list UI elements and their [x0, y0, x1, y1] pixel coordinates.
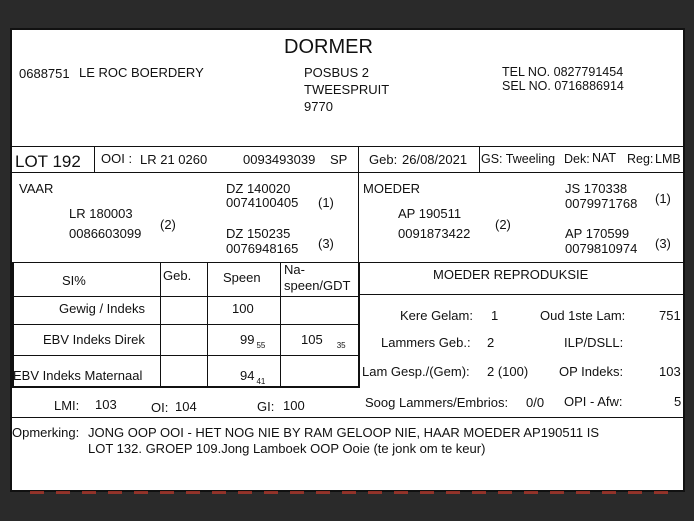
- divider: [280, 262, 281, 387]
- dek-label: Dek:: [564, 152, 590, 166]
- birth-label: Geb:: [369, 152, 398, 167]
- divider: [358, 172, 359, 262]
- remarks-label: Opmerking:: [12, 425, 80, 440]
- op-value: 103: [659, 364, 681, 379]
- naspeen-header-2: speen/GDT: [284, 278, 351, 293]
- sire-number: 0086603099: [69, 226, 142, 241]
- sire-marker: (2): [160, 217, 176, 232]
- divider: [358, 294, 683, 295]
- sire-dam-marker: (3): [318, 236, 334, 251]
- address-line-1: POSBUS 2: [304, 65, 370, 80]
- row-direk-naspeen: 105 $_{35}$: [301, 332, 346, 350]
- moeder-label: MOEDER: [363, 181, 421, 196]
- oud-value: 751: [659, 308, 681, 323]
- op-label: OP Indeks:: [559, 364, 624, 379]
- oi-label: OI:: [151, 400, 169, 415]
- opi-label: OPI - Afw:: [564, 394, 623, 409]
- auction-lot-card: [10, 28, 685, 492]
- sel-number: SEL NO. 0716886914: [502, 79, 624, 93]
- divider: [12, 324, 360, 325]
- divider: [12, 296, 360, 297]
- tel-number: TEL NO. 0827791454: [502, 65, 624, 79]
- reg-value: LMB: [655, 152, 681, 166]
- row-gewig-label: Gewig / Indeks: [59, 301, 145, 316]
- naspeen-header-1: Na-: [284, 262, 305, 277]
- row-gewig-speen: 100: [232, 301, 254, 316]
- dam-number: 0091873422: [398, 226, 471, 241]
- ooi-label: OOI :: [101, 151, 133, 166]
- sire-dam-code: DZ 150235: [226, 226, 291, 241]
- gi-label: GI:: [257, 399, 275, 414]
- lot-number: LOT 192: [15, 152, 81, 171]
- dam-dam-number: 0079810974: [565, 241, 638, 256]
- cut-off-text-strip: [30, 491, 670, 494]
- soog-value: 0/0: [526, 395, 545, 410]
- si-header: SI%: [62, 273, 86, 288]
- dam-dam-code: AP 170599: [565, 226, 630, 241]
- divider: [160, 262, 161, 387]
- row-direk-speen: 99 $_{55}$: [240, 332, 266, 350]
- birth-date: 26/08/2021: [402, 152, 468, 167]
- dam-sire-code: JS 170338: [565, 181, 628, 196]
- dam-marker: (2): [495, 217, 511, 232]
- repro-title: MOEDER REPRODUKSIE: [433, 267, 589, 282]
- divider: [12, 355, 360, 356]
- divider: [358, 146, 359, 172]
- divider: [12, 386, 360, 388]
- remarks-line-2: LOT 132. GROEP 109.Jong Lamboek OOP Ooie (te jonk om te keur): [88, 441, 486, 456]
- ooi-sp: SP: [330, 152, 348, 167]
- lmi-label: LMI:: [54, 398, 80, 413]
- dam-dam-marker: (3): [655, 236, 671, 251]
- soog-label: Soog Lammers/Embrios:: [365, 395, 509, 410]
- sire-code: LR 180003: [69, 206, 133, 221]
- ooi-number: 0093493039: [243, 152, 316, 167]
- kere-label: Kere Gelam:: [400, 308, 473, 323]
- vaar-label: VAAR: [19, 181, 54, 196]
- divider: [12, 146, 683, 147]
- sire-sire-number: 0074100405: [226, 195, 299, 210]
- divider: [94, 146, 95, 172]
- oi-value: 104: [175, 399, 197, 414]
- kere-value: 1: [491, 308, 499, 323]
- address-line-2: TWEESPRUIT: [304, 82, 390, 97]
- divider: [207, 262, 208, 387]
- dam-code: AP 190511: [398, 206, 462, 221]
- sire-sire-marker: (1): [318, 195, 334, 210]
- divider: [479, 146, 480, 172]
- divider: [12, 262, 683, 263]
- address-line-3: 9770: [304, 99, 333, 114]
- gesp-label: Lam Gesp./(Gem):: [362, 364, 470, 379]
- oud-label: Oud 1ste Lam:: [540, 308, 626, 323]
- owner-id: 0688751: [19, 66, 70, 81]
- row-maternaal-speen: 94 $_{41}$: [240, 368, 266, 386]
- lgeb-value: 2: [487, 335, 495, 350]
- owner-name: LE ROC BOERDERY: [79, 65, 204, 80]
- divider: [12, 417, 683, 418]
- dam-sire-number: 0079971768: [565, 196, 638, 211]
- lmi-value: 103: [95, 397, 117, 412]
- dam-sire-marker: (1): [655, 191, 671, 206]
- geb-header: Geb.: [163, 268, 192, 283]
- ilp-label: ILP/DSLL:: [564, 335, 624, 350]
- divider: [12, 172, 683, 173]
- speen-header: Speen: [223, 270, 261, 285]
- remarks-line-1: JONG OOP OOI - HET NOG NIE BY RAM GELOOP NIE, HAAR MOEDER AP190511 IS: [88, 425, 599, 440]
- gi-value: 100: [283, 398, 305, 413]
- reg-label: Reg:: [627, 152, 654, 166]
- dek-value: NAT: [592, 151, 617, 165]
- gesp-value: 2 (100): [487, 364, 529, 379]
- sire-sire-code: DZ 140020: [226, 181, 291, 196]
- opi-value: 5: [674, 394, 682, 409]
- ooi-code: LR 21 0260: [140, 152, 208, 167]
- breed-title: DORMER: [284, 36, 373, 58]
- sire-dam-number: 0076948165: [226, 241, 299, 256]
- lgeb-label: Lammers Geb.:: [381, 335, 471, 350]
- gs-label: GS: Tweeling: [481, 152, 556, 166]
- row-maternaal-label: EBV Indeks Maternaal: [13, 368, 143, 383]
- row-direk-label: EBV Indeks Direk: [43, 332, 145, 347]
